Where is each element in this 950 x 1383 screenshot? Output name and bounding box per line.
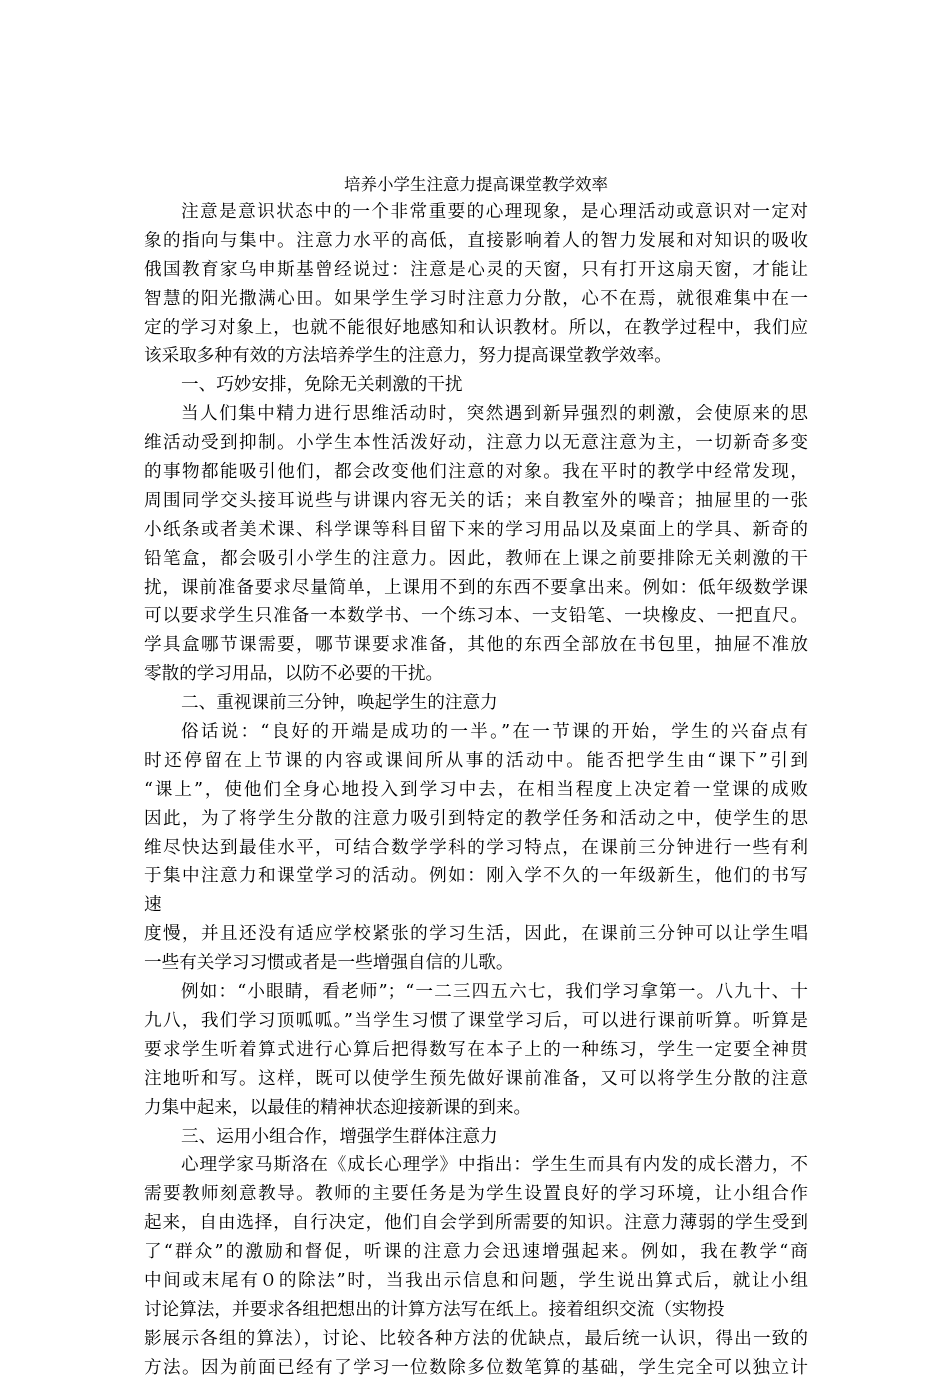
text-line: 定的学习对象上，也就不能很好地感知和认识教材。所以，在教学过程中，我们应 bbox=[144, 317, 808, 338]
text-line: 影展示各组的算法），讨论、比较各种方法的优缺点，最后统一认识，得出一致的 bbox=[144, 1328, 808, 1349]
document-title: 培养小学生注意力提高课堂教学效率 bbox=[344, 175, 608, 194]
text-line: 扰，课前准备要求尽量简单，上课用不到的东西不要拿出来。例如：低年级数学课 bbox=[144, 577, 808, 598]
text-line: 需要教师刻意教导。教师的主要任务是为学生设置良好的学习环境，让小组合作 bbox=[144, 1184, 808, 1205]
text-line: 例如：“小眼睛，看老师”；“一二三四五六七，我们学习拿第一。八九十、十 bbox=[181, 982, 808, 1003]
text-line: 三、运用小组合作，增强学生群体注意力 bbox=[181, 1126, 498, 1147]
text-line: 因此，为了将学生分散的注意力吸引到特定的教学任务和活动之中，使学生的思 bbox=[144, 808, 808, 829]
text-line: 注意是意识状态中的一个非常重要的心理现象，是心理活动或意识对一定对 bbox=[181, 202, 808, 222]
text-line: 可以要求学生只准备一本数学书、一个练习本、一支铅笔、一块橡皮、一把直尺。 bbox=[144, 606, 808, 627]
text-line: 该采取多种有效的方法培养学生的注意力，努力提高课堂教学效率。 bbox=[144, 346, 672, 367]
text-line: 当人们集中精力进行思维活动时，突然遇到新异强烈的刺激，会使原来的思 bbox=[181, 404, 808, 425]
text-line: 维活动受到抑制。小学生本性活泼好动，注意力以无意注意为主，一切新奇多变 bbox=[144, 433, 808, 454]
text-line: 于集中注意力和课堂学习的活动。例如：刚入学不久的一年级新生，他们的书写 bbox=[144, 866, 808, 887]
text-line: 零散的学习用品，以防不必要的干扰。 bbox=[144, 664, 444, 685]
text-line: 了“群众”的激励和督促，听课的注意力会迅速增强起来。例如，我在教学“商 bbox=[144, 1242, 808, 1263]
text-line: 俗话说：“良好的开端是成功的一半。”在一节课的开始，学生的兴奋点有 bbox=[181, 722, 808, 743]
text-line: 智慧的阳光撒满心田。如果学生学习时注意力分散，心不在焉，就很难集中在一 bbox=[144, 288, 808, 309]
document-page bbox=[144, 172, 808, 1383]
text-line: 方法。因为前面已经有了学习一位数除多位数笔算的基础，学生完全可以独立计 bbox=[144, 1357, 808, 1378]
text-line: 力集中起来，以最佳的精神状态迎接新课的到来。 bbox=[144, 1097, 532, 1118]
text-line: 九八，我们学习顶呱呱。”当学生习惯了课堂学习后，可以进行课前听算。听算是 bbox=[144, 1010, 808, 1031]
text-line: 小纸条或者美术课、科学课等科目留下来的学习用品以及桌面上的学具、新奇的 bbox=[144, 519, 808, 540]
text-line: 象的指向与集中。注意力水平的高低，直接影响着人的智力发展和对知识的吸收 bbox=[144, 230, 808, 251]
document-body bbox=[144, 198, 808, 1383]
text-line: 学具盒哪节课需要，哪节课要求准备，其他的东西全部放在书包里，抽屉不准放 bbox=[144, 635, 808, 656]
text-line: 一些有关学习习惯或者是一些增强自信的儿歌。 bbox=[144, 953, 514, 974]
text-line: 心理学家马斯洛在《成长心理学》中指出：学生生而具有内发的成长潜力，不 bbox=[181, 1155, 808, 1176]
text-line: 时还停留在上节课的内容或课间所从事的活动中。能否把学生由“课下”引到 bbox=[144, 750, 808, 771]
text-line: 度慢，并且还没有适应学校紧张的学习生活，因此，在课前三分钟可以让学生唱 bbox=[144, 924, 808, 945]
text-line: 速 bbox=[144, 895, 162, 916]
text-line: 周围同学交头接耳说些与讲课内容无关的话；来自教室外的噪音；抽屉里的一张 bbox=[144, 490, 808, 511]
text-line: 起来，自由选择，自行决定，他们自会学到所需要的知识。注意力薄弱的学生受到 bbox=[144, 1213, 808, 1234]
text-line: 注地听和写。这样，既可以使学生预先做好课前准备，又可以将学生分散的注意 bbox=[144, 1068, 808, 1089]
text-line: 铅笔盒，都会吸引小学生的注意力。因此，教师在上课之前要排除无关刺激的干 bbox=[144, 548, 808, 569]
text-line: 维尽快达到最佳水平，可结合数学学科的学习特点，在课前三分钟进行一些有利 bbox=[144, 837, 808, 858]
text-line: 二、重视课前三分钟，唤起学生的注意力 bbox=[181, 693, 498, 714]
text-line: 中间或末尾有０的除法”时，当我出示信息和问题，学生说出算式后，就让小组 bbox=[144, 1270, 808, 1291]
text-line: 俄国教育家乌申斯基曾经说过：注意是心灵的天窗，只有打开这扇天窗，才能让 bbox=[144, 259, 808, 280]
text-line: 一、巧妙安排，免除无关刺激的干扰 bbox=[181, 375, 463, 396]
text-line: “课上”，使他们全身心地投入到学习中去，在相当程度上决定着一堂课的成败 bbox=[144, 779, 808, 800]
text-line: 要求学生听着算式进行心算后把得数写在本子上的一种练习，学生一定要全神贯 bbox=[144, 1039, 808, 1060]
text-line: 讨论算法，并要求各组把想出的计算方法写在纸上。接着组织交流（实物投 bbox=[144, 1299, 725, 1320]
text-line: 的事物都能吸引他们，都会改变他们注意的对象。我在平时的教学中经常发现， bbox=[144, 462, 808, 483]
